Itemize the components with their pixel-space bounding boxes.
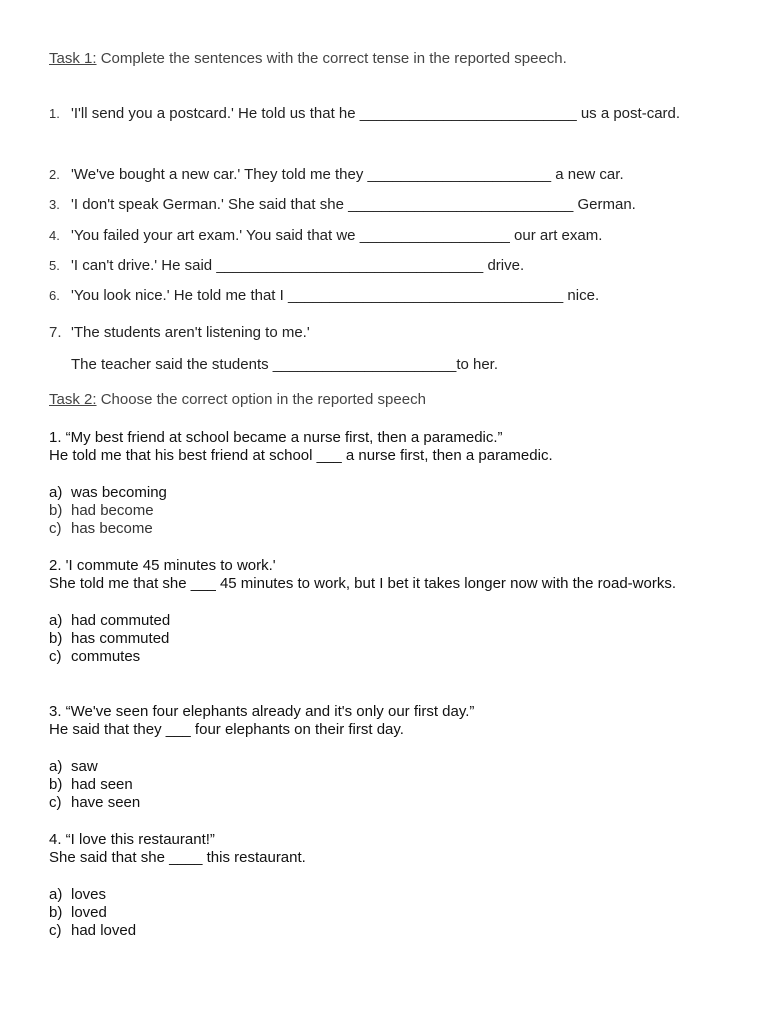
task2-heading <box>49 391 426 408</box>
task2-label: Task 2: <box>49 391 97 408</box>
option-a[interactable]: a) had commuted <box>49 612 171 629</box>
task1-item-1 <box>49 99 699 129</box>
option-a[interactable]: a) saw <box>49 758 98 775</box>
option-list <box>49 758 699 812</box>
item-text: 'The students aren't listening to me.' <box>71 324 310 341</box>
question-prompt: 4. “I love this restaurant!” <box>49 831 215 848</box>
question-stem: She told me that she ___ 45 minutes to work, but I bet it takes longer now with the road-works. <box>49 575 676 592</box>
option-list <box>49 612 699 666</box>
question-stem: He said that they ___ four elephants on their first day. <box>49 721 404 738</box>
item-number: 2. <box>49 167 60 182</box>
question-stem: He told me that his best friend at school ___ a nurse first, then a paramedic. <box>49 447 553 464</box>
task1-item-4 <box>49 221 699 251</box>
task1-item-7-continuation: The teacher said the students ______________________to her. <box>71 356 499 373</box>
question-prompt: 3. “We've seen four elephants already and it's only our first day.” <box>49 703 475 720</box>
option-b[interactable]: b) had seen <box>49 776 133 793</box>
item-number: 6. <box>49 288 60 303</box>
item-number: 7. <box>49 324 62 341</box>
task2-question-1 <box>49 429 699 538</box>
option-b[interactable]: b) has commuted <box>49 630 170 647</box>
option-list <box>49 484 699 538</box>
task1-item-7 <box>49 318 699 348</box>
item-number: 1. <box>49 106 60 121</box>
task1-item-3 <box>49 190 699 220</box>
task1-item-5 <box>49 251 699 281</box>
item-number: 5. <box>49 258 60 273</box>
option-c[interactable]: c) had loved <box>49 922 137 939</box>
option-b[interactable]: b) loved <box>49 904 107 921</box>
task1-heading <box>49 50 567 67</box>
task2-question-3 <box>49 703 699 812</box>
task1-label: Task 1: <box>49 50 97 67</box>
option-c[interactable]: c) have seen <box>49 794 141 811</box>
question-prompt: 2. 'I commute 45 minutes to work.' <box>49 557 276 574</box>
question-prompt: 1. “My best friend at school became a nurse first, then a paramedic.” <box>49 429 503 446</box>
item-text: 'I can't drive.' He said ________________________________ drive. <box>71 257 525 274</box>
item-text: 'I don't speak German.' She said that she ___________________________ German. <box>71 196 636 213</box>
option-a[interactable]: a) loves <box>49 886 107 903</box>
option-c[interactable]: c) has become <box>49 520 153 537</box>
option-c[interactable]: c) commutes <box>49 648 141 665</box>
item-text: 'You look nice.' He told me that I _________________________________ nice. <box>71 287 600 304</box>
task1-instruction: Complete the sentences with the correct tense in the reported speech. <box>100 50 567 67</box>
item-text: 'I'll send you a postcard.' He told us that he __________________________ us a post-card. <box>71 105 681 122</box>
task2-question-2 <box>49 557 699 666</box>
item-number: 4. <box>49 228 60 243</box>
task1-item-6 <box>49 281 699 311</box>
option-b[interactable]: b) had become <box>49 502 154 519</box>
task1-item-2 <box>49 160 699 190</box>
item-text: 'You failed your art exam.' You said that we __________________ our art exam. <box>71 227 603 244</box>
question-stem: She said that she ____ this restaurant. <box>49 849 306 866</box>
task2-instruction: Choose the correct option in the reported speech <box>100 391 426 408</box>
task2-question-4 <box>49 831 699 940</box>
item-text: 'We've bought a new car.' They told me they ______________________ a new car. <box>71 166 624 183</box>
option-a[interactable]: a) was becoming <box>49 484 167 501</box>
option-list <box>49 886 699 940</box>
item-number: 3. <box>49 197 60 212</box>
